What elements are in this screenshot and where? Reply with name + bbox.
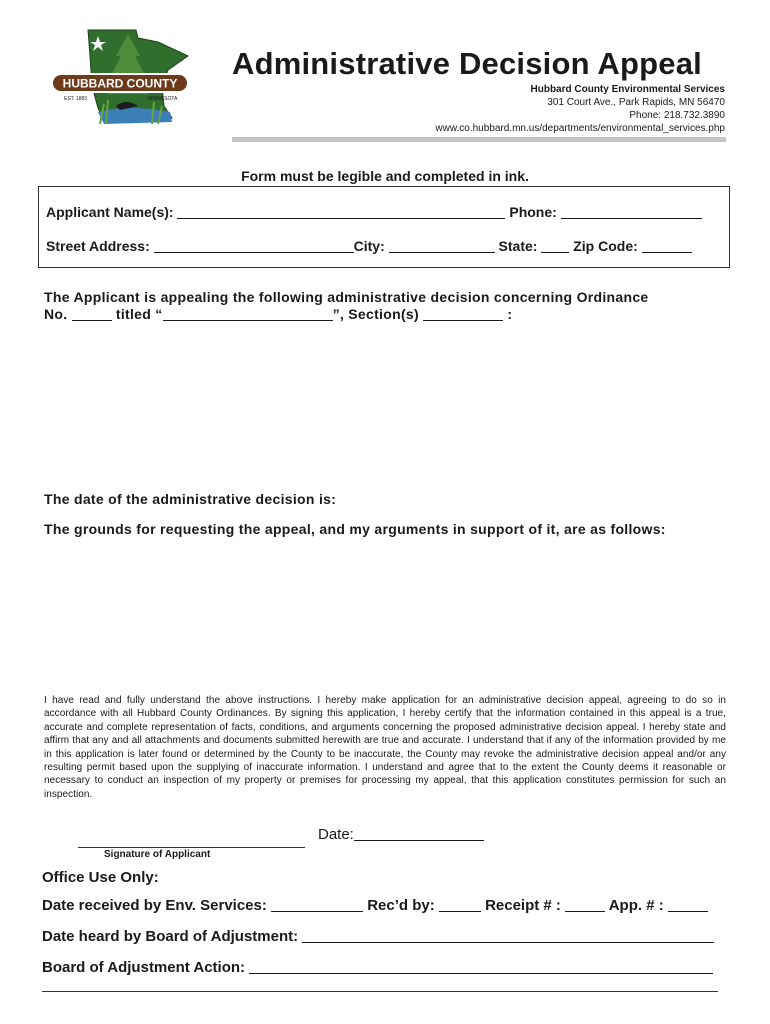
street-address: 301 Court Ave., Park Rapids, MN 56470 [547,97,725,108]
zip-code-label: Zip Code: [573,238,638,254]
recd-by-label: Rec’d by: [367,897,435,914]
receipt-label: Receipt # : [485,897,561,914]
applicant-name-field[interactable] [177,204,505,219]
date-label: Date: [318,826,354,843]
date-received-label: Date received by Env. Services: [42,897,267,914]
applicant-info-box [38,186,730,268]
board-action-label: Board of Adjustment Action: [42,959,246,976]
logo-banner-text: HUBBARD COUNTY [62,76,178,91]
signature-date-row [318,826,484,843]
grounds-label: The grounds for requesting the appeal, and my arguments in support of it, are as follows: [44,521,666,537]
board-action-extra-line[interactable] [42,991,718,992]
logo-est-text: EST. 1883 [64,96,88,102]
date-heard-row [42,928,714,945]
appeal-statement-line1: The Applicant is appealing the following administrative decision concerning Ordinance [44,289,649,305]
office-received-row [42,897,708,914]
website-url: www.co.hubbard.mn.us/departments/environmental_services.php [435,123,725,134]
header-divider [232,137,726,142]
date-heard-field[interactable] [302,928,714,943]
date-heard-label: Date heard by Board of Adjustment: [42,928,299,945]
street-address-row [46,238,692,254]
app-number-field[interactable] [668,897,708,912]
board-action-row [42,959,713,976]
date-received-field[interactable] [271,897,363,912]
ordinance-no-label: No. [44,306,68,322]
street-address-field[interactable] [154,238,354,253]
hubbard-county-logo [50,26,195,128]
recd-by-field[interactable] [439,897,481,912]
app-number-label: App. # : [608,897,664,914]
section-field[interactable] [423,306,503,321]
decision-date-label: The date of the administrative decision is: [44,491,337,507]
logo-state-text: MINNESOTA [148,96,178,102]
titled-label: titled “ [115,306,163,322]
ordinance-no-field[interactable] [72,306,112,321]
city-label: City: [353,238,385,254]
phone-number: Phone: 218.732.3890 [629,110,725,121]
state-field[interactable] [541,238,569,253]
ink-instruction: Form must be legible and completed in ink. [241,168,529,184]
signature-label: Signature of Applicant [104,849,211,860]
zip-code-field[interactable] [642,238,692,253]
street-address-label: Street Address: [46,238,150,254]
applicant-name-row [46,204,702,220]
board-action-field[interactable] [249,959,713,974]
city-field[interactable] [389,238,495,253]
signature-line[interactable] [78,833,305,848]
appeal-statement-line2 [44,306,729,323]
phone-label: Phone: [509,204,557,220]
state-label: State: [498,238,538,254]
declaration-text: I have read and fully understand the above instructions. I hereby make application for an administrative decision appeal, agreeing to do so in accordance with all Hubbard County Ordinances. By signing this application, I hereby certify that the information contained in this appeal is a true, accurate and complete representation of facts, conditions, and arguments concerning the proposed administrative decision appeal. I hereby state and affirm that any and all attachments and documents submitted herewith are true and accurate. I understand that if any of the information provided by me in this application is later found or determined by the County to be inaccurate, the County may revoke the administrative decision appeal and/or any resulting permit based upon the supplying of inaccurate information. I understand and agree that to the extent the County deems it reasonable or necessary to conduct an inspection of my property or premises for processing my appeal, that this application constitutes permission for such an inspection. [44,695,726,800]
section-label: ”, Section(s) [332,306,419,322]
ordinance-title-field[interactable] [163,306,333,321]
applicant-name-label: Applicant Name(s): [46,204,174,220]
appeal-statement [44,289,729,323]
appeal-colon: : [507,306,513,322]
office-use-heading: Office Use Only: [42,869,159,886]
form-title: Administrative Decision Appeal [232,46,702,81]
receipt-field[interactable] [565,897,605,912]
date-field[interactable] [354,826,484,841]
department-name: Hubbard County Environmental Services [530,84,725,95]
phone-field[interactable] [561,204,702,219]
